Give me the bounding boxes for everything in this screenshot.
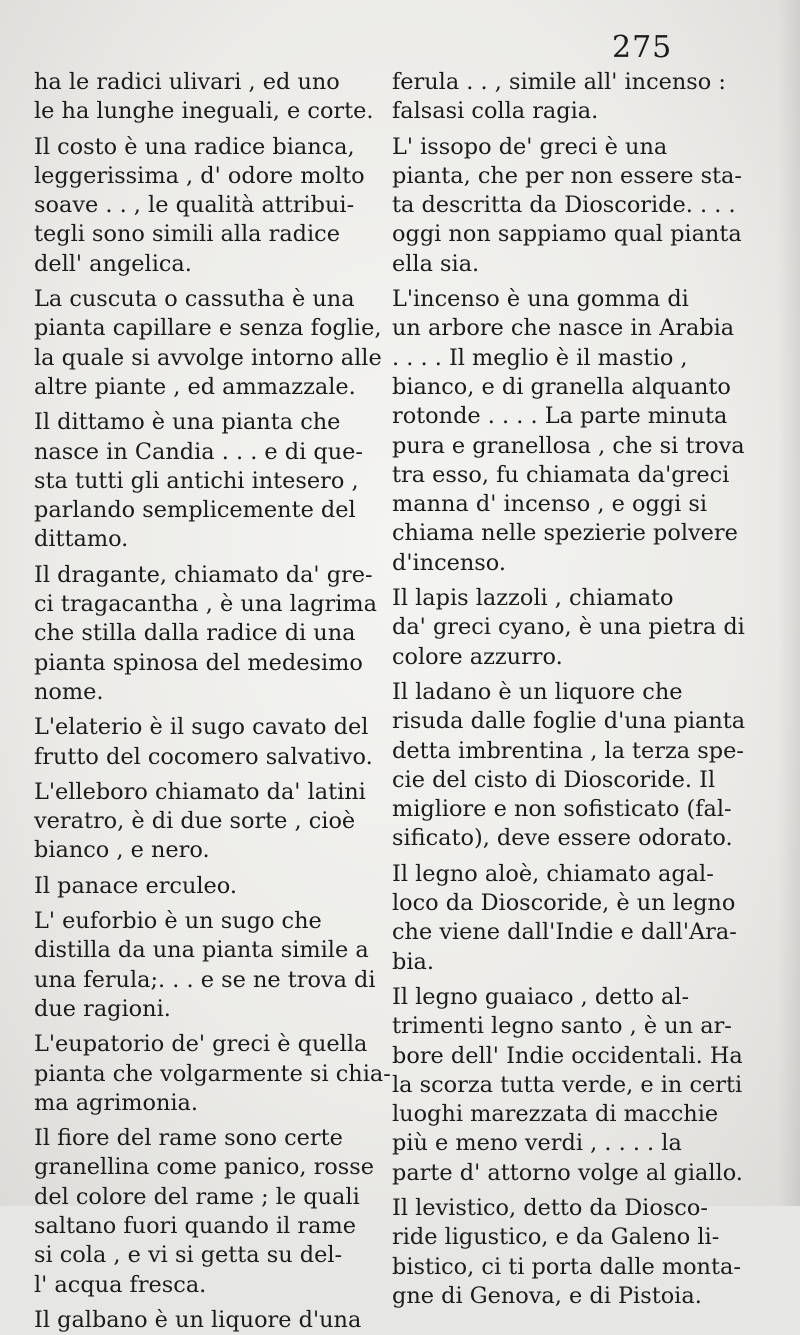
text-line: detta imbrentina , la terza spe- [392,737,744,764]
text-line: due ragioni. [34,995,171,1022]
text-line: L'incenso è una gomma di [392,286,689,313]
text-line: Il panace erculeo. [34,872,238,899]
text-line: ma agrimonia. [34,1089,199,1116]
text-line: L'eupatorio de' greci è quella [34,1031,368,1058]
text-line: tra esso, fu chiamata da'greci [392,461,730,488]
paragraph [34,561,377,707]
paragraph [392,285,754,578]
text-line: Il levistico, detto da Diosco- [392,1194,708,1221]
paragraph [392,68,754,127]
text-line: tegli sono simili alla radice [34,221,340,248]
text-line: più e meno verdi , . . . . la [392,1130,682,1157]
paragraph [34,408,364,554]
text-line: l' acqua fresca. [34,1271,207,1298]
text-line: Il legno guaiaco , detto al- [392,983,690,1010]
text-line: pianta che volgarmente si chia- [34,1060,391,1087]
text-line: trimenti legno santo , è un ar- [392,1013,732,1040]
text-line: Il galbano è un liquore d'una [34,1306,362,1333]
text-line: la scorza tutta verde, e in certi [392,1071,743,1098]
text-line: bore dell' Indie occidentali. Ha [392,1042,743,1069]
text-line: del colore del rame ; le quali [34,1183,360,1210]
text-line: L'elaterio è il sugo cavato del [34,714,369,741]
text-line: ferula . . , simile all' incenso : [392,69,726,95]
paragraph [392,133,754,279]
text-line: veratro, è di due sorte , cioè [34,808,356,835]
text-line: pianta capillare e senza foglie, [34,315,382,342]
text-line: bistico, ci ti porta dalle monta- [392,1253,741,1280]
text-line: L'elleboro chiamato da' latini [34,778,366,805]
text-line: Il fiore del rame sono certe [34,1125,343,1152]
paragraph [34,907,376,1024]
text-line: soave . . , le qualità attribui- [34,192,355,219]
text-line: L' euforbio è un sugo che [34,908,322,935]
page-number: 275 [612,30,673,65]
text-line: Il dittamo è una pianta che [34,409,341,436]
text-line: una ferula;. . . e se ne trova di [34,966,376,993]
text-line: manna d' incenso , e oggi si [392,491,708,518]
right-column [392,68,754,1311]
text-line: un arbore che nasce in Arabia [392,315,735,342]
text-line: d'incenso. [392,549,506,576]
text-line: La cuscuta o cassutha è una [34,286,355,313]
text-line: granellina come panico, rosse [34,1154,374,1181]
text-line: leggerissima , d' odore molto [34,162,365,189]
text-line: dittamo. [34,526,129,553]
text-line: sificato), deve essere odorato. [392,825,733,852]
text-line: ella sia. [392,250,480,277]
text-line: falsasi colla ragia. [392,98,599,125]
text-line: Il lapis lazzoli , chiamato [392,585,674,612]
paragraph [34,713,373,772]
text-line: altre piante , ed ammazzale. [34,373,356,400]
text-line: pura e granellosa , che si trova [392,432,745,459]
paragraph [34,1306,364,1335]
paragraph [34,778,364,866]
text-line: saltano fuori quando il rame [34,1212,356,1239]
paragraph [392,860,754,977]
text-line: L' issopo de' greci è una [392,133,668,160]
text-line: pianta, che per non essere sta- [392,162,742,189]
text-line: si cola , e vi si getta su del- [34,1242,343,1269]
text-line: dell' angelica. [34,250,192,277]
text-line: cie del cisto di Dioscoride. Il [392,766,716,793]
text-line: chiama nelle spezierie polvere [392,520,738,547]
paragraph [392,983,754,1188]
paragraph [34,1030,391,1118]
text-line: rotonde . . . . La parte minuta [392,403,728,430]
text-line: bianco , e nero. [34,837,210,864]
text-line: parte d' attorno volge al giallo. [392,1159,743,1186]
text-line: Il costo è una radice bianca, [34,133,355,160]
text-line: bia. [392,948,434,975]
paragraph [392,1194,754,1311]
text-line: migliore e non sofisticato (fal- [392,796,732,823]
text-line: Il legno aloè, chiamato agal- [392,860,714,887]
text-line: bianco, e di granella alquanto [392,373,731,400]
text-line: nasce in Candia . . . e di que- [34,438,363,465]
text-line: che viene dall'Indie e dall'Ara- [392,919,737,946]
left-column [34,68,391,1335]
text-line: pianta spinosa del medesimo [34,649,363,676]
text-line: parlando semplicemente del [34,497,356,524]
text-line: ha le radici ulivari , ed uno [34,69,340,95]
text-line: Il ladano è un liquore che [392,678,683,705]
text-line: Il dragante, chiamato da' gre- [34,561,373,588]
text-line: loco da Dioscoride, è un legno [392,890,736,917]
text-line: da' greci cyano, è una pietra di [392,614,745,641]
text-line: ta descritta da Dioscoride. . . . [392,192,736,219]
text-line: luoghi marezzata di macchie [392,1101,719,1128]
text-line: gne di Genova, e di Pistoia. [392,1282,702,1309]
text-line: sta tutti gli antichi intesero , [34,467,359,494]
paragraph [34,285,382,402]
text-line: risuda dalle foglie d'una pianta [392,708,746,735]
text-line: la quale si avvolge intorno alle [34,344,382,371]
text-line: distilla da una pianta simile a [34,937,369,964]
text-line: nome. [34,678,104,705]
text-line: . . . . Il meglio è il mastio , [392,344,688,371]
text-line: oggi non sappiamo qual pianta [392,221,742,248]
paragraph [34,68,374,127]
text-line: ride ligustico, e da Galeno li- [392,1224,720,1251]
text-line: ci tragacantha , è una lagrima [34,591,377,618]
text-line: colore azzurro. [392,643,563,670]
paragraph [34,133,364,279]
paragraph [34,872,364,901]
page-edge-shadow [778,0,800,1206]
text-line: che stilla dalla radice di una [34,620,356,647]
paragraph [392,678,754,854]
paragraph [392,584,754,672]
paragraph [34,1124,374,1300]
text-line: frutto del cocomero salvativo. [34,743,373,770]
text-line: le ha lunghe ineguali, e corte. [34,98,374,125]
